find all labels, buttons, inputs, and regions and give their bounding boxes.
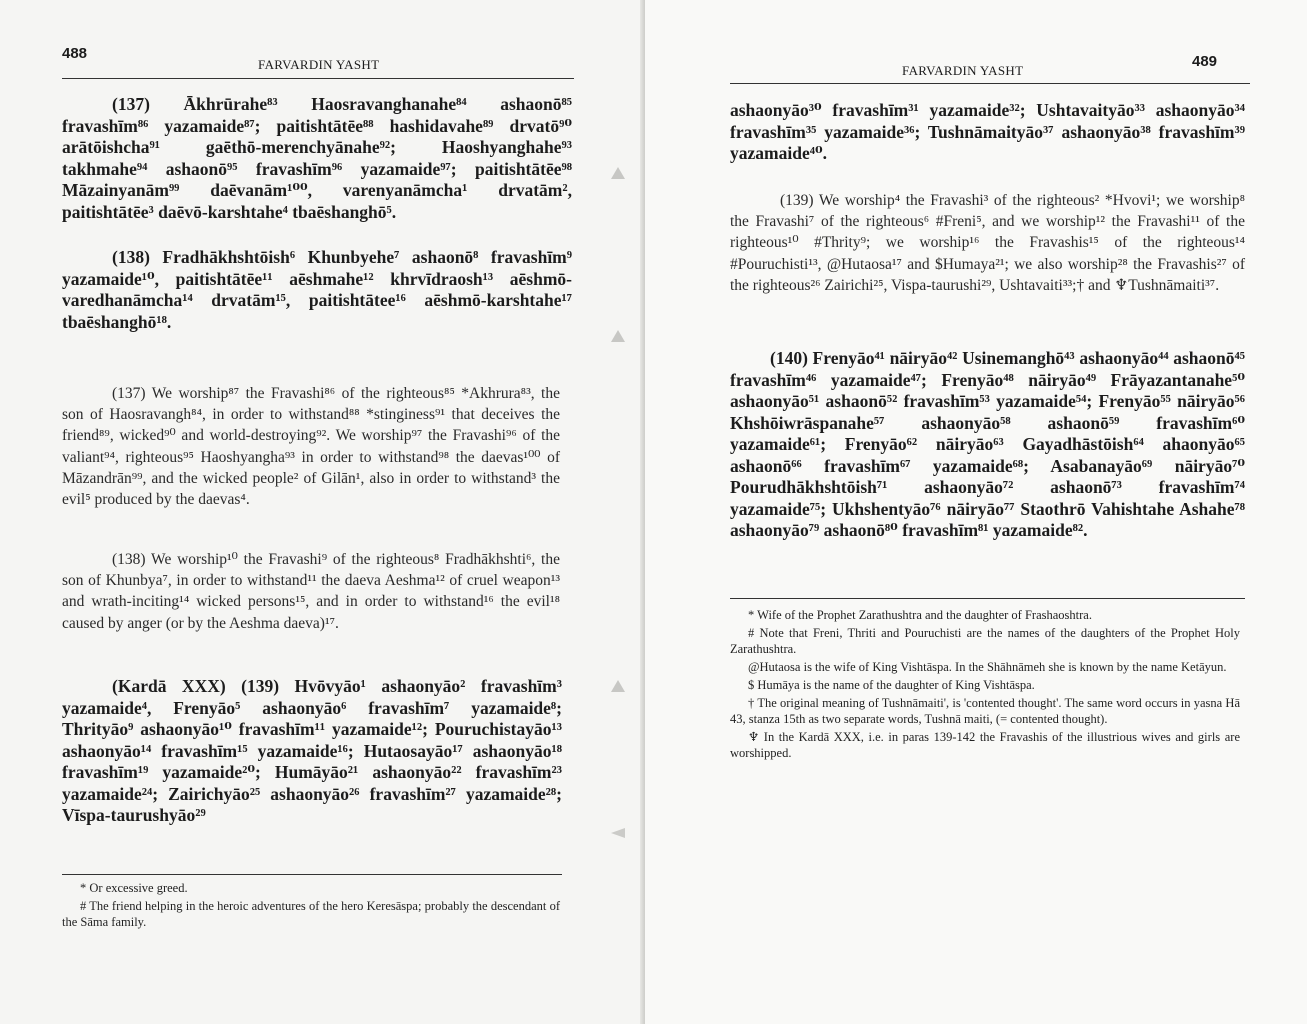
footnote: @Hutaosa is the wife of King Vishtāspa. In the Shāhnāmeh she is known by the name Ketāyun.: [748, 660, 1227, 674]
running-head: FARVARDIN YASHT: [902, 63, 1024, 78]
footnote: * Wife of the Prophet Zarathushtra and the daughter of Frashaoshtra.: [748, 608, 1092, 622]
translation-paragraph-137: (137) We worship⁸⁷ the Fravashi⁸⁶ of the righteous⁸⁵ *Akhrura⁸³, the son of Haosravangh⁸⁴, in order to withstand⁸⁸ *stinginess⁹¹ that deceives the friend⁸⁹, wicked⁹⁰ and world-destroying⁹². We worship⁹⁷ the Fravashi⁹⁶ of the valiant⁹⁴, righteous⁹⁵ Haoshyangha⁹³ in order to withstand⁹⁸ the daevas¹⁰⁰ of Māzandrān⁹⁹, and the wicked people² of Gilān¹, also in order to withstand³ the evil⁵ produced by the daevas⁴.: [62, 385, 560, 509]
footnotes: [62, 880, 560, 932]
footnote: * Or excessive greed.: [80, 881, 188, 895]
page-number: 488: [62, 45, 88, 62]
running-head: FARVARDIN YASHT: [258, 57, 380, 72]
left-page: [0, 0, 645, 1024]
avesta-paragraph-138: (138) Fradhākhshtōish⁶ Khunbyehe⁷ ashaonō⁸ fravashīm⁹ yazamaide¹⁰, paitishtātēe¹¹ aēshmahe¹² khrvīdraosh¹³ aēshmō-varedhanāmcha¹⁴ drvatām¹⁵, paitishtātee¹⁶ aēshmō-karshtahe¹⁷ tbaēshanghō¹⁸.: [62, 247, 572, 332]
avesta-paragraph-140: (140) Frenyāo⁴¹ nāiryāo⁴² Usinemanghō⁴³ ashaonyāo⁴⁴ ashaonō⁴⁵ fravashīm⁴⁶ yazamaide⁴⁷; Frenyāo⁴⁸ nāiryāo⁴⁹ Frāyazantanahe⁵⁰ ashaonyāo⁵¹ ashaonō⁵² fravashīm⁵³ yazamaide⁵⁴; Frenyāo⁵⁵ nāiryāo⁵⁶ Khshōiwrāspanahe⁵⁷ ashaonyāo⁵⁸ ashaonō⁵⁹ fravashīm⁶⁰ yazamaide⁶¹; Frenyāo⁶² nāiryāo⁶³ Gayadhāstōish⁶⁴ ahaonyāo⁶⁵ ashaonō⁶⁶ fravashīm⁶⁷ yazamaide⁶⁸; Asabanayāo⁶⁹ nāiryāo⁷⁰ Pourudhākhshtōish⁷¹ ashaonyāo⁷² ashaonō⁷³ fravashīm⁷⁴ yazamaide⁷⁵; Ukhshentyāo⁷⁶ nāiryāo⁷⁷ Staothrō Vahishtahe Ashahe⁷⁸ ashaonyāo⁷⁹ ashaonō⁸⁰ fravashīm⁸¹ yazamaide⁸².: [730, 348, 1245, 540]
avesta-paragraph-139: (Kardā XXX) (139) Hvōvyāo¹ ashaonyāo² fravashīm³ yazamaide⁴, Frenyāo⁵ ashaonyāo⁶ fravashīm⁷ yazamaide⁸; Thrityāo⁹ ashaonyāo¹⁰ fravashīm¹¹ yazamaide¹²; Pouruchistayāo¹³ ashaonyāo¹⁴ fravashīm¹⁵ yazamaide¹⁶; Hutaosayāo¹⁷ ashaonyāo¹⁸ fravashīm¹⁹ yazamaide²⁰; Humāyāo²¹ ashaonyāo²² fravashīm²³ yazamaide²⁴; Zairichyāo²⁵ ashaonyāo²⁶ fravashīm²⁷ yazamaide²⁸; Vīspa-taurushyāo²⁹: [62, 676, 562, 825]
footnote: # Note that Freni, Thriti and Pouruchisti are the names of the daughters of the Prophet Holy Zarathushtra.: [730, 626, 1240, 656]
translation-paragraph-138: (138) We worship¹⁰ the Fravashi⁹ of the righteous⁸ Fradhākhshti⁶, the son of Khunbya⁷, in order to withstand¹¹ the daeva Aeshma¹² of cruel weapon¹³ and wrath-inciting¹⁴ wicked persons¹⁵, and in order to withstand¹⁶ the evil¹⁸ caused by anger (or by the Aeshma daeva)¹⁷.: [62, 551, 560, 632]
right-page: [645, 0, 1307, 1024]
footnote: † The original meaning of Tushnāmaiti', is 'contented thought'. The same word occurs in yasna Hā 43, stanza 15th as two separate words, Tushnā maiti, (= contented thought).: [730, 696, 1240, 726]
footnote: ♆ In the Kardā XXX, i.e. in paras 139-142 the Fravashis of the illustrious wives and girls are worshipped.: [730, 730, 1240, 760]
page-number: 489: [1192, 53, 1218, 70]
translation-paragraph-139: (139) We worship⁴ the Fravashi³ of the righteous² *Hvovi¹; we worship⁸ the Fravashi⁷ of the righteous⁶ #Freni⁵, and we worship¹² the Fravashi¹¹ of the righteous¹⁰ #Thrity⁹; we worship¹⁶ the Fravashis¹⁵ of the righteous¹⁴ #Pouruchisti¹³, @Hutaosa¹⁷ and $Humaya²¹; we also worship²⁸ the Fravashis²⁷ of the righteous²⁶ Zairichi²⁵, Vispa-taurushi²⁹, Ushtavaiti³³;† and ♆Tushnāmaiti³⁷.: [730, 192, 1245, 294]
avesta-paragraph-137: (137) Ākhrūrahe⁸³ Haosravanghanahe⁸⁴ ashaonō⁸⁵ fravashīm⁸⁶ yazamaide⁸⁷; paitishtātēe⁸⁸ hashidavahe⁸⁹ drvatō⁹⁰ arātōishcha⁹¹ gaēthō-merenchyānahe⁹²; Haoshyanghahe⁹³ takhmahe⁹⁴ ashaonō⁹⁵ fravashīm⁹⁶ yazamaide⁹⁷; paitishtātēe⁹⁸ Māzainyanām⁹⁹ daēvanām¹⁰⁰, varenyanāmcha¹ drvatām², paitishtātēe³ daēvō-karshtahe⁴ tbaēshanghō⁵.: [62, 94, 572, 222]
header-rule: [730, 83, 1250, 84]
avesta-paragraph-139-continued: ashaonyāo³⁰ fravashīm³¹ yazamaide³²; Ushtavaityāo³³ ashaonyāo³⁴ fravashīm³⁵ yazamaide³⁶; Tushnāmaityāo³⁷ ashaonyāo³⁸ fravashīm³⁹ yazamaide⁴⁰.: [730, 100, 1245, 163]
footnotes: [730, 607, 1240, 763]
footnote-rule: [62, 874, 562, 875]
header-rule: [62, 78, 574, 79]
footnote-rule: [730, 598, 1245, 599]
footnote: # The friend helping in the heroic adventures of the hero Keresāspa; probably the descendant of the Sāma family.: [62, 899, 560, 929]
footnote: $ Humāya is the name of the daughter of King Vishtāspa.: [748, 678, 1035, 692]
